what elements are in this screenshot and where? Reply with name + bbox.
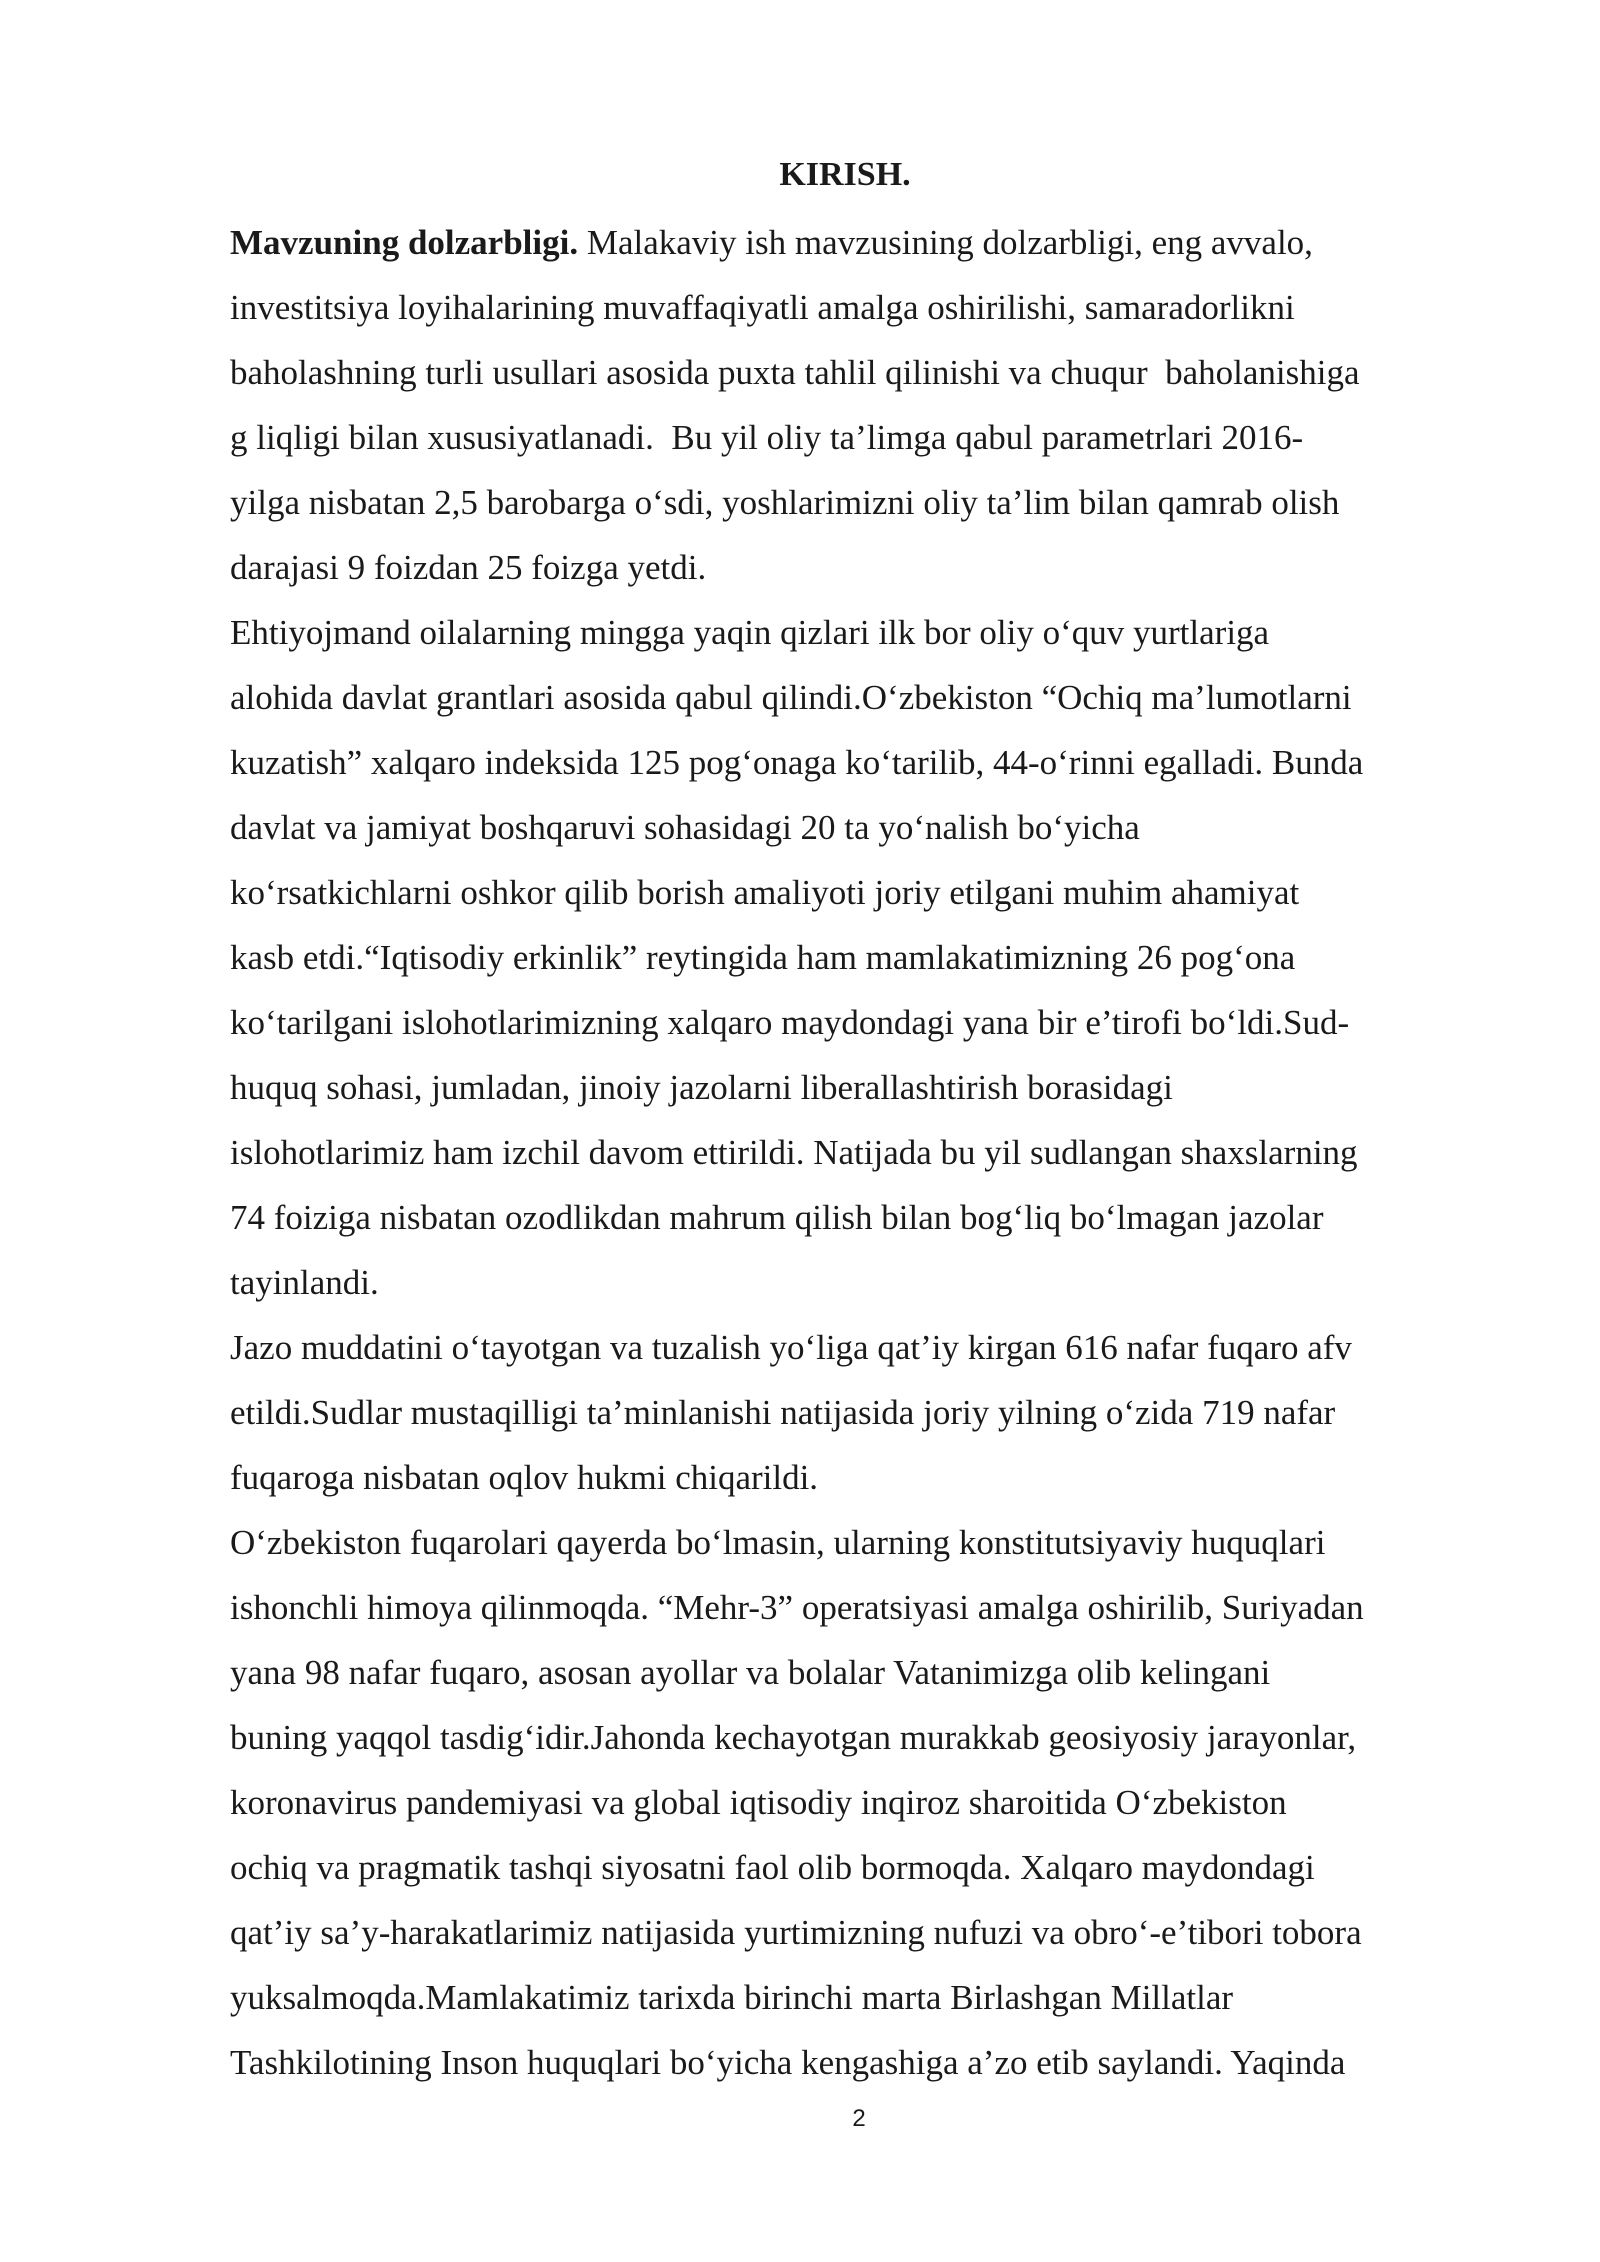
first-line — [230, 210, 1450, 275]
text-line: darajasi 9 foizdan 25 foizga yetdi. — [230, 548, 707, 587]
text-line: yana 98 nafar fuqaro, asosan ayollar va bolalar Vatanimizga olib kelingani — [230, 1653, 1271, 1692]
body-text — [230, 210, 1450, 2095]
text-line: kuzatish” xalqaro indeksida 125 pog‘onaga ko‘tarilib, 44-o‘rinni egalladi. Bunda — [230, 743, 1364, 782]
text-line: yilga nisbatan 2,5 barobarga o‘sdi, yoshlarimizni oliy ta’lim bilan qamrab olish — [230, 483, 1340, 522]
text-line: Jazo muddatini o‘tayotgan va tuzalish yo‘liga qat’iy kirgan 616 nafar fuqaro afv — [230, 1328, 1352, 1367]
text-line: g liqligi bilan xususiyatlanadi. Bu yil oliy ta’limga qabul parametrlari 2016- — [230, 418, 1304, 457]
text-line: yuksalmoqda.Mamlakatimiz tarixda birinchi marta Birlashgan Millatlar — [230, 1978, 1234, 2017]
text-line: islohotlarimiz ham izchil davom ettirildi. Natijada bu yil sudlangan shaxslarning — [230, 1133, 1358, 1172]
text-line: koronavirus pandemiyasi va global iqtisodiy inqiroz sharoitida O‘zbekiston — [230, 1783, 1287, 1822]
section-heading: KIRISH. — [779, 156, 911, 193]
text-line: davlat va jamiyat boshqaruvi sohasidagi 20 ta yo‘nalish bo‘yicha — [230, 808, 1140, 847]
text-line: buning yaqqol tasdig‘idir.Jahonda kechayotgan murakkab geosiyosiy jarayonlar, — [230, 1718, 1357, 1757]
text-line: Ehtiyojmand oilalarning mingga yaqin qizlari ilk bor oliy o‘quv yurtlariga — [230, 613, 1270, 652]
text-line: ochiq va pragmatik tashqi siyosatni faol olib bormoqda. Xalqaro maydondagi — [230, 1848, 1315, 1887]
page-number: 2 — [852, 2105, 866, 2132]
text-line: baholashning turli usullari asosida puxta tahlil qilinishi va chuqur baholanishiga — [230, 353, 1360, 392]
text-line: O‘zbekiston fuqarolari qayerda bo‘lmasin, ularning konstitutsiyaviy huquqlari — [230, 1523, 1326, 1562]
text-line: ishonchli himoya qilinmoqda. “Mehr-3” operatsiyasi amalga oshirilib, Suriyadan — [230, 1588, 1364, 1627]
text-line: ko‘tarilgani islohotlarimizning xalqaro maydondagi yana bir e’tirofi bo‘ldi.Sud- — [230, 1003, 1350, 1042]
text-line: tayinlandi. — [230, 1263, 379, 1302]
text-line: etildi.Sudlar mustaqilligi ta’minlanishi natijasida joriy yilning o‘zida 719 nafar — [230, 1393, 1336, 1432]
text-line: kasb etdi.“Iqtisodiy erkinlik” reytingida ham mamlakatimizning 26 pog‘ona — [230, 938, 1296, 977]
text-line: huquq sohasi, jumladan, jinoiy jazolarni liberallashtirish borasidagi — [230, 1068, 1173, 1107]
first-line-rest: Malakaviy ish mavzusining dolzarbligi, eng avvalo, — [578, 223, 1313, 262]
text-line: 74 foiziga nisbatan ozodlikdan mahrum qilish bilan bog‘liq bo‘lmagan jazolar — [230, 1198, 1324, 1237]
text-line: Tashkilotining Inson huquqlari bo‘yicha kengashiga a’zo etib saylandi. Yaqinda — [230, 2043, 1346, 2082]
bold-lead-phrase: Mavzuning dolzarbligi. — [230, 223, 579, 262]
text-line: qat’iy sa’y-harakatlarimiz natijasida yurtimizning nufuzi va obro‘-e’tibori tobora — [230, 1913, 1362, 1952]
text-line: fuqaroga nisbatan oqlov hukmi chiqarildi. — [230, 1458, 819, 1497]
text-line: ko‘rsatkichlarni oshkor qilib borish amaliyoti joriy etilgani muhim ahamiyat — [230, 873, 1300, 912]
text-line: investitsiya loyihalarining muvaffaqiyatli amalga oshirilishi, samaradorlikni — [230, 288, 1295, 327]
text-line: alohida davlat grantlari asosida qabul qilindi.O‘zbekiston “Ochiq ma’lumotlarni — [230, 678, 1352, 717]
